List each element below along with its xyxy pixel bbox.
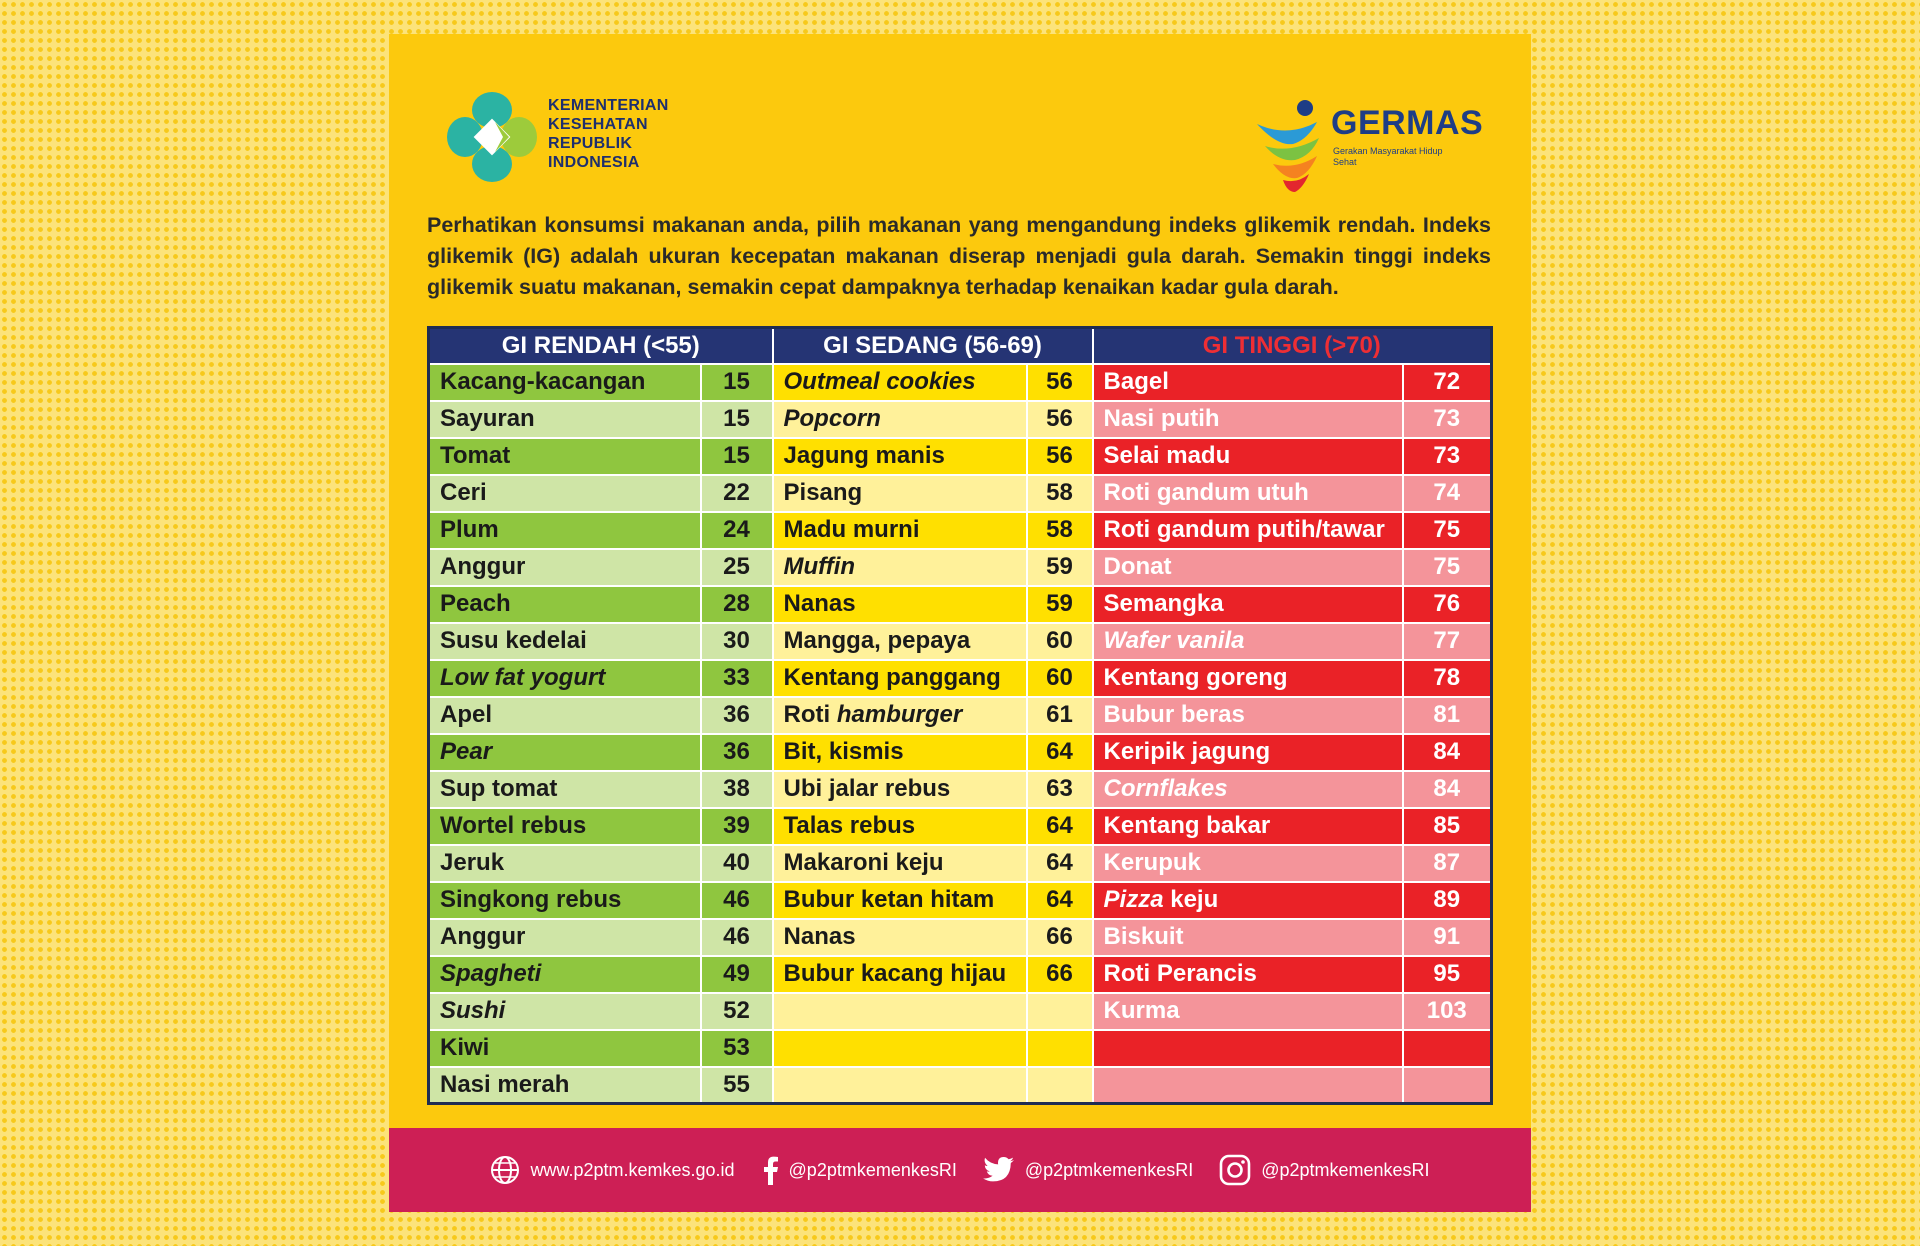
food-name-high: Donat <box>1093 549 1403 586</box>
food-name-mid: Muffin <box>773 549 1027 586</box>
food-name-low: Anggur <box>429 549 701 586</box>
gi-value-low: 46 <box>701 919 773 956</box>
kemenkes-line-3: REPUBLIK <box>548 135 633 152</box>
table-row <box>429 845 1492 882</box>
header-gi-rendah: GI RENDAH (<55) <box>429 328 773 364</box>
food-name-high: Kerupuk <box>1093 845 1403 882</box>
food-name-mid: Bubur ketan hitam <box>773 882 1027 919</box>
food-name-low: Sushi <box>429 993 701 1030</box>
food-name-mid: Popcorn <box>773 401 1027 438</box>
food-name-high: Cornflakes <box>1093 771 1403 808</box>
gi-value-mid: 56 <box>1027 438 1093 475</box>
gi-value-mid <box>1027 1067 1093 1104</box>
footer-website-text: www.p2ptm.kemkes.go.id <box>530 1159 735 1180</box>
food-name-mid: Ubi jalar rebus <box>773 771 1027 808</box>
table-row <box>429 882 1492 919</box>
glycemic-index-table <box>427 326 1493 1105</box>
gi-value-mid: 66 <box>1027 956 1093 993</box>
header-gi-tinggi: GI TINGGI (>70) <box>1093 328 1492 364</box>
gi-value-mid: 58 <box>1027 475 1093 512</box>
gi-value-high: 81 <box>1403 697 1492 734</box>
food-name-low: Sayuran <box>429 401 701 438</box>
gi-value-mid: 56 <box>1027 364 1093 401</box>
gi-value-high: 78 <box>1403 660 1492 697</box>
kemenkes-line-4: INDONESIA <box>548 154 640 171</box>
table-row <box>429 1067 1492 1104</box>
germas-title: GERMAS <box>1331 104 1484 142</box>
food-name-high: Roti gandum putih/tawar <box>1093 512 1403 549</box>
kemenkes-logo <box>437 82 697 192</box>
food-name-mid: Outmeal cookies <box>773 364 1027 401</box>
germas-logo <box>1247 94 1487 214</box>
food-name-high: Semangka <box>1093 586 1403 623</box>
gi-value-mid: 56 <box>1027 401 1093 438</box>
gi-value-high: 73 <box>1403 438 1492 475</box>
table-row <box>429 549 1492 586</box>
food-name-high <box>1093 1067 1403 1104</box>
table-row <box>429 771 1492 808</box>
kemenkes-line-1: KEMENTERIAN <box>548 97 669 114</box>
gi-value-mid: 61 <box>1027 697 1093 734</box>
gi-value-mid: 64 <box>1027 845 1093 882</box>
gi-value-low: 30 <box>701 623 773 660</box>
food-name-low: Anggur <box>429 919 701 956</box>
food-name-low: Sup tomat <box>429 771 701 808</box>
footer-twitter-text: @p2ptmkemenkesRI <box>1024 1159 1194 1180</box>
kemenkes-line-2: KESEHATAN <box>548 116 648 133</box>
table-row <box>429 919 1492 956</box>
gi-value-high: 75 <box>1403 512 1492 549</box>
food-name-high <box>1093 1030 1403 1067</box>
food-name-high: Pizza keju <box>1093 882 1403 919</box>
food-name-mid <box>773 1067 1027 1104</box>
food-name-low: Nasi merah <box>429 1067 701 1104</box>
intro-paragraph: Perhatikan konsumsi makanan anda, pilih makanan yang mengandung indeks glikemik rendah. Indeks glikemik (IG) adalah ukuran kecepatan makanan diserap menjadi gula darah. Semakin tinggi indeks glikemik suatu makanan, semakin cepat dampaknya terhadap kenaikan kadar gula darah. <box>427 213 1491 299</box>
table-row <box>429 734 1492 771</box>
food-name-high: Nasi putih <box>1093 401 1403 438</box>
footer-facebook-text: @p2ptmkemenkesRI <box>788 1159 957 1180</box>
food-name-high: Kentang bakar <box>1093 808 1403 845</box>
gi-value-high: 72 <box>1403 364 1492 401</box>
gi-value-mid: 64 <box>1027 808 1093 845</box>
table-row <box>429 993 1492 1030</box>
food-name-low: Plum <box>429 512 701 549</box>
food-name-high: Selai madu <box>1093 438 1403 475</box>
table-row <box>429 697 1492 734</box>
kemenkes-wordmark <box>548 96 698 172</box>
food-name-mid: Talas rebus <box>773 808 1027 845</box>
food-name-high: Wafer vanila <box>1093 623 1403 660</box>
gi-value-low: 15 <box>701 364 773 401</box>
kemenkes-emblem-icon <box>437 82 547 192</box>
food-name-high: Keripik jagung <box>1093 734 1403 771</box>
gi-value-high: 89 <box>1403 882 1492 919</box>
table-body <box>429 364 1492 1104</box>
gi-value-mid <box>1027 993 1093 1030</box>
gi-value-high: 91 <box>1403 919 1492 956</box>
table-row <box>429 438 1492 475</box>
gi-value-high: 87 <box>1403 845 1492 882</box>
food-name-high: Kurma <box>1093 993 1403 1030</box>
food-name-high: Biskuit <box>1093 919 1403 956</box>
footer-instagram[interactable] <box>1219 1154 1429 1186</box>
footer-twitter[interactable] <box>983 1156 1193 1184</box>
food-name-low: Jeruk <box>429 845 701 882</box>
food-name-mid: Nanas <box>773 586 1027 623</box>
table-row <box>429 364 1492 401</box>
gi-value-low: 46 <box>701 882 773 919</box>
gi-value-low: 24 <box>701 512 773 549</box>
food-name-high: Bagel <box>1093 364 1403 401</box>
table-row <box>429 808 1492 845</box>
food-name-low: Pear <box>429 734 701 771</box>
germas-subtitle: Gerakan Masyarakat Hidup Sehat <box>1333 146 1443 167</box>
gi-value-mid: 58 <box>1027 512 1093 549</box>
gi-value-low: 28 <box>701 586 773 623</box>
footer-facebook[interactable] <box>761 1155 957 1185</box>
poster <box>389 34 1531 1212</box>
gi-value-low: 36 <box>701 734 773 771</box>
gi-value-low: 22 <box>701 475 773 512</box>
footer-website[interactable] <box>490 1155 734 1185</box>
food-name-low: Singkong rebus <box>429 882 701 919</box>
table-row <box>429 660 1492 697</box>
food-name-low: Low fat yogurt <box>429 660 701 697</box>
gi-value-mid: 63 <box>1027 771 1093 808</box>
gi-value-high: 75 <box>1403 549 1492 586</box>
footer <box>389 1128 1531 1212</box>
gi-value-mid: 66 <box>1027 919 1093 956</box>
gi-value-low: 40 <box>701 845 773 882</box>
gi-value-low: 33 <box>701 660 773 697</box>
food-name-low: Kiwi <box>429 1030 701 1067</box>
food-name-low: Tomat <box>429 438 701 475</box>
food-name-mid <box>773 1030 1027 1067</box>
food-name-high: Kentang goreng <box>1093 660 1403 697</box>
food-name-mid: Jagung manis <box>773 438 1027 475</box>
gi-value-low: 38 <box>701 771 773 808</box>
food-name-low: Kacang-kacangan <box>429 364 701 401</box>
gi-value-low: 49 <box>701 956 773 993</box>
gi-value-mid: 64 <box>1027 734 1093 771</box>
gi-value-high <box>1403 1067 1492 1104</box>
food-name-high: Bubur beras <box>1093 697 1403 734</box>
germas-figure-icon <box>1247 94 1337 194</box>
table-row <box>429 1030 1492 1067</box>
table-row <box>429 512 1492 549</box>
gi-value-low: 36 <box>701 697 773 734</box>
gi-value-mid: 59 <box>1027 549 1093 586</box>
gi-value-mid: 60 <box>1027 623 1093 660</box>
gi-value-high: 85 <box>1403 808 1492 845</box>
gi-value-high: 103 <box>1403 993 1492 1030</box>
food-name-mid: Kentang panggang <box>773 660 1027 697</box>
table-row <box>429 623 1492 660</box>
gi-value-mid: 59 <box>1027 586 1093 623</box>
table-header-row <box>429 328 1492 364</box>
gi-value-high: 84 <box>1403 771 1492 808</box>
food-name-mid: Roti hamburger <box>773 697 1027 734</box>
gi-value-high: 76 <box>1403 586 1492 623</box>
header-gi-sedang: GI SEDANG (56-69) <box>773 328 1093 364</box>
food-name-mid: Mangga, pepaya <box>773 623 1027 660</box>
food-name-high: Roti Perancis <box>1093 956 1403 993</box>
table-row <box>429 401 1492 438</box>
gi-value-low: 15 <box>701 401 773 438</box>
table-row <box>429 475 1492 512</box>
instagram-icon <box>1219 1154 1251 1186</box>
food-name-high: Roti gandum utuh <box>1093 475 1403 512</box>
gi-value-low: 52 <box>701 993 773 1030</box>
gi-value-low: 53 <box>701 1030 773 1067</box>
food-name-mid: Madu murni <box>773 512 1027 549</box>
twitter-icon <box>983 1156 1015 1184</box>
footer-instagram-text: @p2ptmkemenkesRI <box>1261 1159 1430 1180</box>
food-name-low: Ceri <box>429 475 701 512</box>
food-name-mid: Pisang <box>773 475 1027 512</box>
food-name-mid <box>773 993 1027 1030</box>
gi-value-high: 84 <box>1403 734 1492 771</box>
food-name-low: Apel <box>429 697 701 734</box>
gi-value-high: 73 <box>1403 401 1492 438</box>
globe-icon <box>490 1155 520 1185</box>
food-name-low: Susu kedelai <box>429 623 701 660</box>
gi-value-low: 25 <box>701 549 773 586</box>
gi-value-mid: 64 <box>1027 882 1093 919</box>
food-name-mid: Bubur kacang hijau <box>773 956 1027 993</box>
facebook-icon <box>761 1155 779 1185</box>
gi-value-high: 95 <box>1403 956 1492 993</box>
table-row <box>429 586 1492 623</box>
gi-value-low: 39 <box>701 808 773 845</box>
food-name-low: Wortel rebus <box>429 808 701 845</box>
food-name-low: Spagheti <box>429 956 701 993</box>
food-name-mid: Bit, kismis <box>773 734 1027 771</box>
gi-value-low: 15 <box>701 438 773 475</box>
gi-value-mid: 60 <box>1027 660 1093 697</box>
gi-value-mid <box>1027 1030 1093 1067</box>
food-name-low: Peach <box>429 586 701 623</box>
food-name-mid: Makaroni keju <box>773 845 1027 882</box>
gi-value-high: 74 <box>1403 475 1492 512</box>
gi-value-high: 77 <box>1403 623 1492 660</box>
gi-value-high <box>1403 1030 1492 1067</box>
gi-value-low: 55 <box>701 1067 773 1104</box>
food-name-mid: Nanas <box>773 919 1027 956</box>
table-row <box>429 956 1492 993</box>
